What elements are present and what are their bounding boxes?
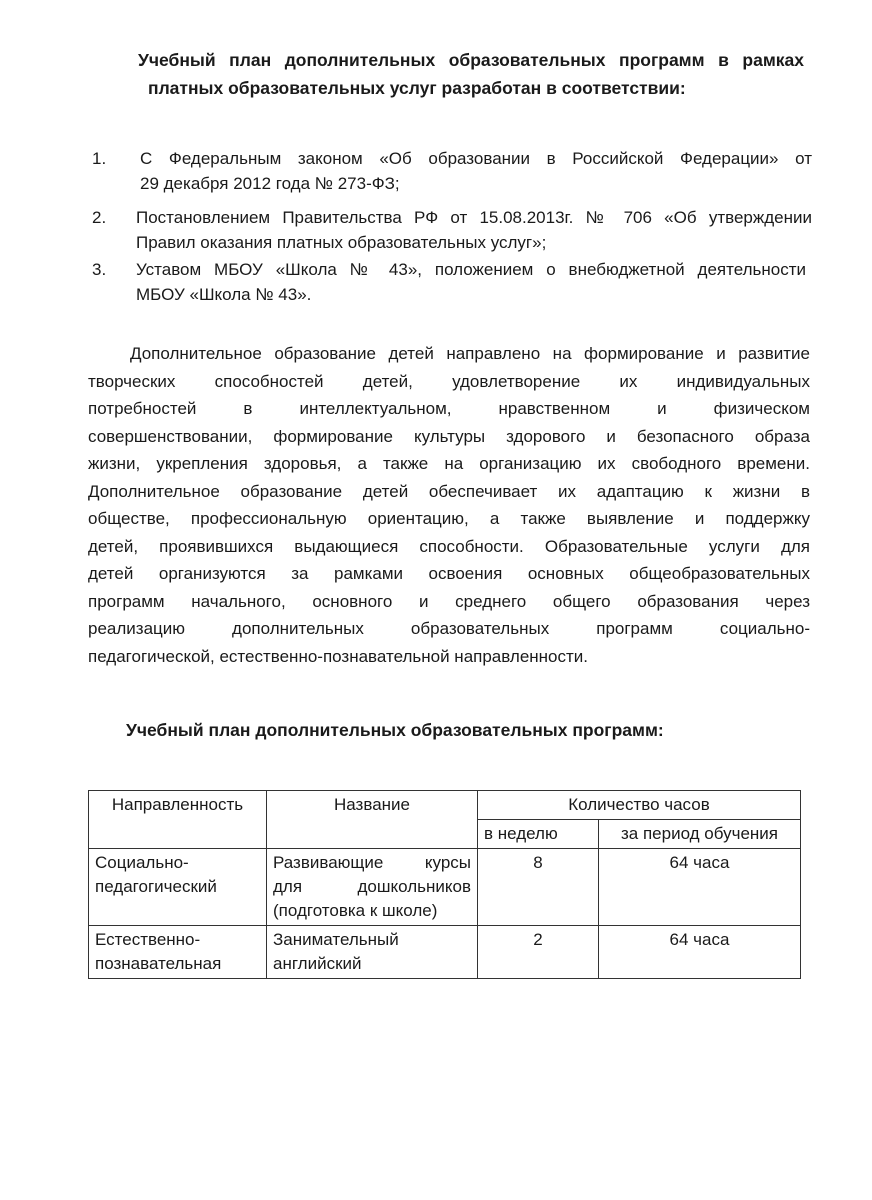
list-line: Правил оказания платных образовательных услуг»; (136, 233, 547, 252)
header-per-period: за период обучения (599, 820, 801, 849)
paragraph-line: жизни, укрепления здоровья, а также на организацию их свободного времени. (88, 454, 810, 473)
table-title: Учебный план дополнительных образовательных программ: (126, 720, 664, 740)
paragraph-line: обществе, профессиональную ориентацию, а также выявление и поддержку (88, 509, 810, 528)
cell-name (267, 926, 478, 979)
cell-name (267, 849, 478, 926)
cell-direction (89, 926, 267, 979)
header-per-week: в неделю (478, 820, 599, 849)
list-line: Уставом МБОУ «Школа № 43», положением о внебюджетной деятельности (136, 260, 806, 279)
cell-per-period: 64 часа (599, 849, 801, 926)
cell-direction (89, 849, 267, 926)
description-paragraph (88, 340, 810, 670)
cell-line: английский (273, 954, 362, 973)
cell-line: Естественно- (95, 930, 201, 949)
heading-line: платных образовательных услуг разработан в соответствии: (148, 78, 686, 98)
paragraph-line: Дополнительное образование детей направлено на формирование и развитие (130, 344, 810, 363)
cell-per-week: 2 (478, 926, 599, 979)
list-item (92, 146, 812, 196)
cell-line: познавательная (95, 954, 222, 973)
list-line: 29 декабря 2012 года № 273-ФЗ; (140, 174, 400, 193)
document-heading (108, 46, 804, 102)
paragraph-line: программ начального, основного и среднего общего образования через (88, 591, 810, 611)
paragraph-line: педагогической, естественно-познавательной направленности. (88, 646, 589, 666)
cell-line: для дошкольников (273, 877, 471, 896)
paragraph-line: совершенствовании, формирование культуры здорового и безопасного образа (88, 426, 810, 446)
list-line: Постановлением Правительства РФ от 15.08.2013г. № 706 «Об утверждении (136, 208, 812, 227)
list-item (92, 205, 812, 255)
header-hours: Количество часов (478, 791, 801, 820)
paragraph-line: детей организуются за рамками освоения основных общеобразовательных (88, 564, 810, 583)
cell-per-period: 64 часа (599, 926, 801, 979)
list-item (92, 257, 812, 307)
header-direction: Направленность (89, 791, 267, 849)
table-row (89, 926, 801, 979)
cell-per-week: 8 (478, 849, 599, 926)
table-header-row (89, 791, 801, 820)
heading-line: Учебный план дополнительных образовательных программ в рамках (138, 50, 804, 70)
list-line: С Федеральным законом «Об образовании в Российской Федерации» от (140, 149, 812, 168)
cell-line: Развивающие курсы (273, 853, 471, 872)
header-name: Название (267, 791, 478, 849)
curriculum-table (88, 790, 801, 979)
cell-line: Социально- (95, 853, 189, 872)
cell-line: педагогический (95, 877, 217, 896)
cell-line: (подготовка к школе) (273, 901, 438, 920)
cell-line: Занимательный (273, 930, 399, 949)
paragraph-line: потребностей в интеллектуальном, нравственном и физическом (88, 399, 810, 418)
list-number: 2. (92, 208, 107, 227)
list-line: МБОУ «Школа № 43». (136, 285, 312, 304)
list-number: 1. (92, 149, 107, 168)
paragraph-line: творческих способностей детей, удовлетворение их индивидуальных (88, 371, 810, 391)
table-row (89, 849, 801, 926)
list-number: 3. (92, 260, 107, 279)
paragraph-line: реализацию дополнительных образовательных программ социально- (88, 619, 810, 638)
paragraph-line: Дополнительное образование детей обеспечивает их адаптацию к жизни в (88, 481, 810, 501)
paragraph-line: детей, проявившихся выдающиеся способности. Образовательные услуги для (88, 536, 810, 556)
